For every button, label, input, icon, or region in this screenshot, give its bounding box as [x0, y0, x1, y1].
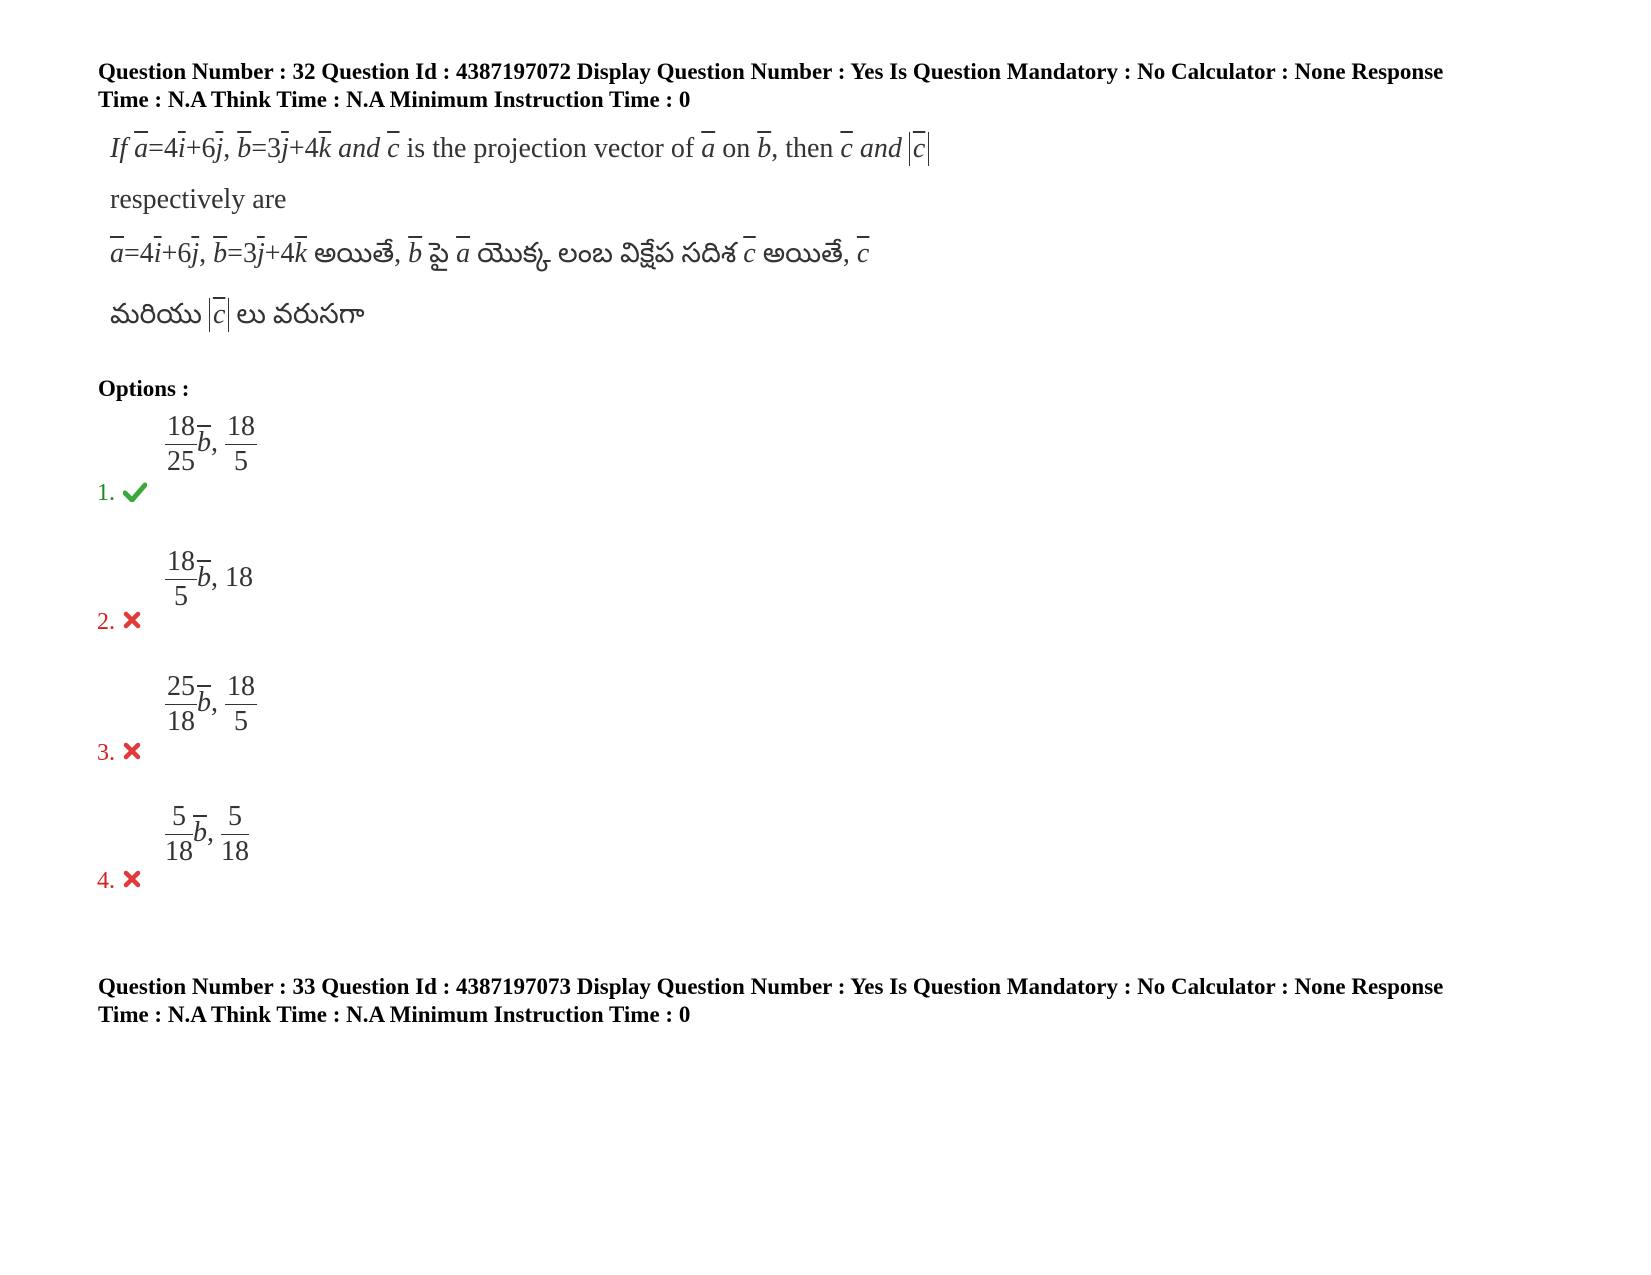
option-math: $\frac{25}{18}$ $\overline{b}$, $\frac{18}{5}$ — [167, 671, 255, 737]
option-4 — [97, 800, 497, 894]
meta-line-2: Time : N.A Think Time : N.A Minimum Instruction Time : 0 — [98, 87, 691, 112]
magnitude-c-telugu: $\overline{c}$ — [209, 298, 229, 332]
question-english-line-2: respectively are — [110, 184, 287, 215]
question-telugu-line-2: మరియు $\overline{c}$ లు వరుసగా — [110, 299, 365, 330]
cross-icon — [123, 870, 141, 893]
option-number: 3. — [97, 740, 115, 766]
option-2 — [97, 545, 497, 635]
meta-line-1: Question Number : 33 Question Id : 4387197073 Display Question Number : Yes Is Question Mandatory : No Calculator : None Response — [98, 974, 1444, 999]
option-3 — [97, 670, 497, 766]
check-icon — [123, 482, 147, 507]
cross-icon — [123, 742, 141, 765]
option-math: $\frac{18}{25}$ $\overline{b}$, $\frac{18}{5}$ — [167, 411, 255, 477]
question-32-meta — [98, 58, 1578, 114]
option-1 — [97, 410, 497, 506]
option-number: 2. — [97, 609, 115, 635]
cross-icon — [123, 611, 141, 634]
meta-line-2: Time : N.A Think Time : N.A Minimum Instruction Time : 0 — [98, 1002, 691, 1027]
question-telugu-line-1: $\overline{a}=4\overline{i}+6\overline{j}$, $\overline{b}=3\overline{j}+4\overline{k}$ అయితే, $\overline{b}$ పై $\overline{a}$ యొక్క లంబ విక్షేప సదిశ $\overline{c}$ అయితే, $\overline{c}$ — [110, 238, 870, 269]
magnitude-c: $\overline{c}$ — [909, 132, 929, 166]
question-text-image — [100, 128, 1200, 368]
question-33-meta — [98, 973, 1578, 1029]
meta-line-1: Question Number : 32 Question Id : 4387197072 Display Question Number : Yes Is Question Mandatory : No Calculator : None Response — [98, 59, 1444, 84]
option-number: 4. — [97, 868, 115, 894]
option-number: 1. — [97, 480, 115, 506]
options-label: Options : — [98, 376, 190, 401]
option-math: $\frac{5}{18}$ $\overline{b}$, $\frac{5}{18}$ — [165, 801, 249, 867]
option-math: $\frac{18}{5}$ $\overline{b}$, 18 — [167, 546, 253, 612]
question-english-line-1: If $\overline{a}=4\overline{i}+6\overline{j}$, $\overline{b}=3\overline{j}+4\overline{k}$ and $\overline{c}$ is the projection vector of $\overline{a}$ on $\overline{b}$, then $\overline{c}$ and $\overline{c}$ — [110, 132, 929, 166]
